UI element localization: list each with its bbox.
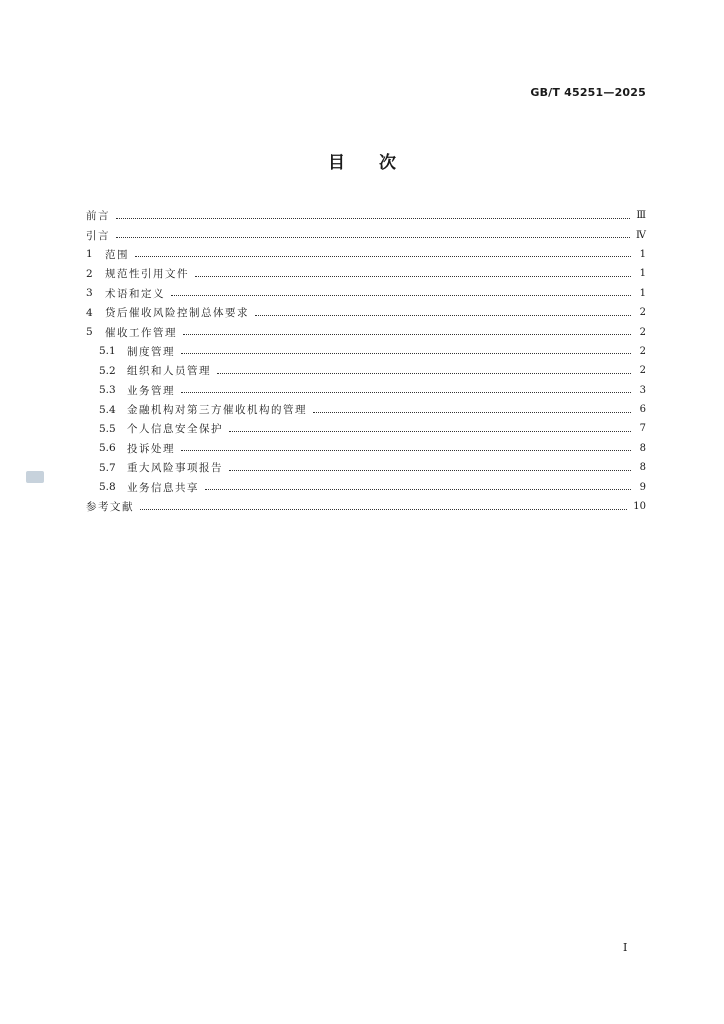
toc-entry-page: Ⅲ <box>636 210 646 222</box>
toc-entry-page: 10 <box>633 501 646 513</box>
toc-entry-label: 参考文献 <box>86 501 134 514</box>
toc-entry-page: 3 <box>639 384 646 396</box>
table-of-contents <box>86 206 646 516</box>
toc-entry[interactable] <box>86 458 646 477</box>
toc-entry-number: 5.2 <box>99 364 116 377</box>
toc-entry-number: 3 <box>86 287 93 300</box>
dot-leader <box>183 333 631 335</box>
toc-entry-label: 术语和定义 <box>105 287 165 300</box>
toc-entry-page: 2 <box>639 307 646 319</box>
toc-entry[interactable] <box>86 342 646 361</box>
toc-entry-label: 催收工作管理 <box>105 326 177 339</box>
toc-entry-number: 5.3 <box>99 384 116 397</box>
toc-entry-number: 5.7 <box>99 461 116 474</box>
toc-entry-page: 7 <box>639 423 646 435</box>
dot-leader <box>140 508 627 510</box>
toc-entry[interactable] <box>86 264 646 283</box>
toc-entry-label: 贷后催收风险控制总体要求 <box>105 307 249 320</box>
toc-entry-number: 5.1 <box>99 345 116 358</box>
standard-number: GB/T 45251—2025 <box>530 86 646 99</box>
toc-entry-label: 规范性引用文件 <box>105 268 189 281</box>
toc-entry-number: 4 <box>86 306 93 319</box>
toc-entry-label: 组织和人员管理 <box>127 365 211 378</box>
toc-entry[interactable] <box>86 381 646 400</box>
toc-entry-page: 8 <box>639 462 646 474</box>
toc-entry-label: 前言 <box>86 210 110 223</box>
toc-entry-page: 1 <box>639 248 646 260</box>
toc-entry[interactable] <box>86 206 646 225</box>
toc-entry-label: 制度管理 <box>127 345 175 358</box>
toc-entry-page: Ⅳ <box>636 229 646 241</box>
toc-entry-label: 投诉处理 <box>127 442 175 455</box>
toc-entry-number: 2 <box>86 267 93 280</box>
dot-leader <box>255 314 631 316</box>
toc-entry-page: 6 <box>639 404 646 416</box>
dot-leader <box>205 488 631 490</box>
toc-entry-page: 1 <box>639 268 646 280</box>
dot-leader <box>116 236 630 238</box>
dot-leader <box>229 469 631 471</box>
toc-entry[interactable] <box>86 477 646 496</box>
toc-entry[interactable] <box>86 361 646 380</box>
watermark-logo <box>26 471 44 483</box>
toc-entry-label: 重大风险事项报告 <box>127 462 223 475</box>
toc-entry-label: 金融机构对第三方催收机构的管理 <box>127 404 307 417</box>
toc-entry-page: 9 <box>639 481 646 493</box>
toc-entry[interactable] <box>86 497 646 516</box>
dot-leader <box>181 352 631 354</box>
dot-leader <box>229 430 631 432</box>
toc-entry-number: 5 <box>86 326 93 339</box>
dot-leader <box>116 217 630 219</box>
dot-leader <box>135 255 631 257</box>
page-title: 目次 <box>328 153 430 173</box>
dot-leader <box>181 391 631 393</box>
toc-entry-number: 5.8 <box>99 481 116 494</box>
dot-leader <box>181 449 631 451</box>
toc-entry-number: 5.5 <box>99 422 116 435</box>
page-number: I <box>623 941 628 954</box>
toc-entry-page: 2 <box>639 365 646 377</box>
toc-entry-label: 引言 <box>86 229 110 242</box>
toc-entry-label: 个人信息安全保护 <box>127 423 223 436</box>
toc-entry-label: 范围 <box>105 248 129 261</box>
toc-entry[interactable] <box>86 400 646 419</box>
toc-entry[interactable] <box>86 322 646 341</box>
toc-entry-page: 2 <box>639 326 646 338</box>
toc-entry-label: 业务管理 <box>127 384 175 397</box>
toc-entry-page: 1 <box>639 287 646 299</box>
toc-entry[interactable] <box>86 225 646 244</box>
toc-entry[interactable] <box>86 419 646 438</box>
toc-entry[interactable] <box>86 439 646 458</box>
dot-leader <box>217 372 631 374</box>
dot-leader <box>171 294 631 296</box>
toc-entry[interactable] <box>86 303 646 322</box>
toc-entry-label: 业务信息共享 <box>127 481 199 494</box>
dot-leader <box>195 275 631 277</box>
toc-entry-page: 2 <box>639 345 646 357</box>
toc-entry[interactable] <box>86 284 646 303</box>
toc-entry[interactable] <box>86 245 646 264</box>
toc-entry-number: 5.4 <box>99 403 116 416</box>
toc-entry-number: 1 <box>86 248 93 261</box>
toc-entry-page: 8 <box>639 442 646 454</box>
toc-entry-number: 5.6 <box>99 442 116 455</box>
dot-leader <box>313 411 631 413</box>
